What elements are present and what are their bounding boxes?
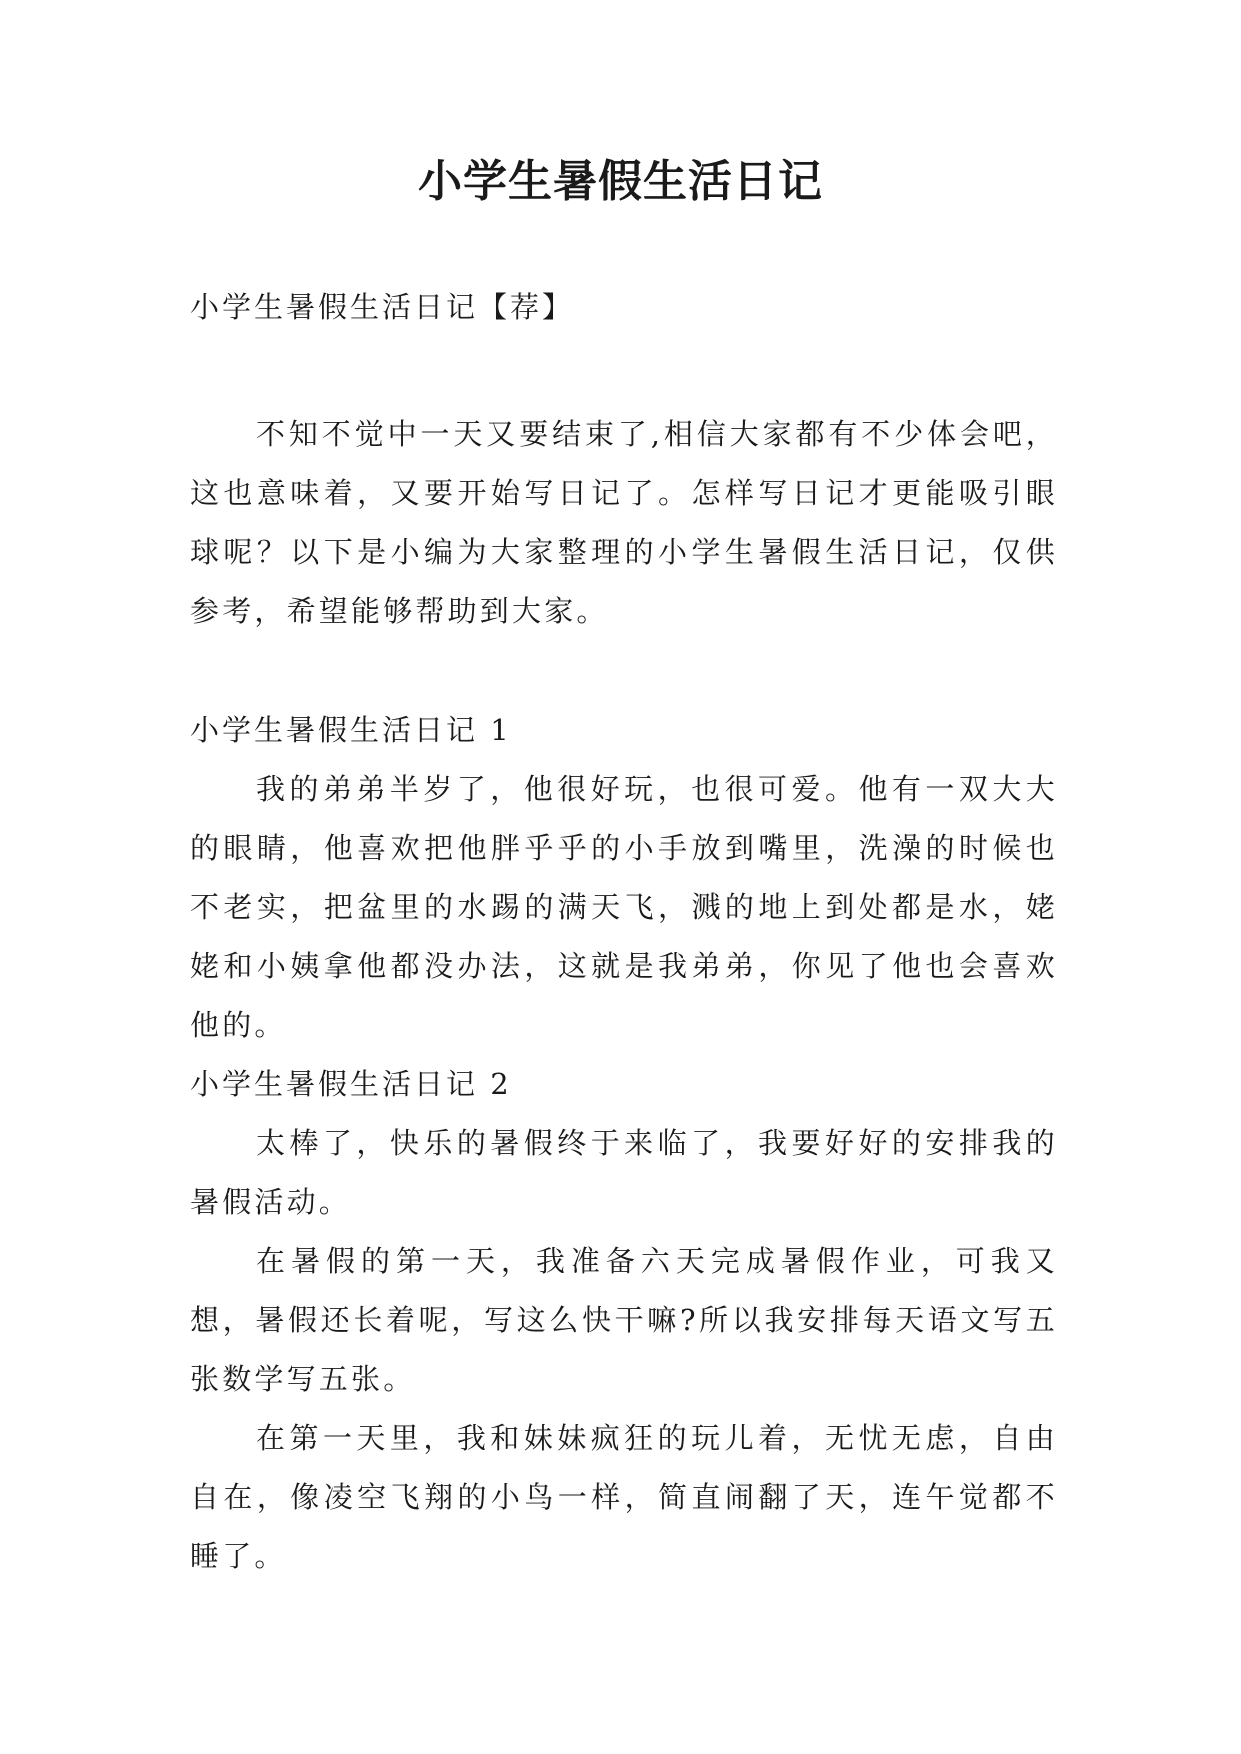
section-1-paragraph-1: 我的弟弟半岁了，他很好玩，也很可爱。他有一双大大的眼睛，他喜欢把他胖乎乎的小手放到嘴里，洗澡的时候也不老实，把盆里的水踢的满天飞，溅的地上到处都是水，姥姥和小姨拿他都没办法，这就是我弟弟，你见了他也会喜欢他的。 — [190, 772, 1058, 1042]
page-title: 小学生暑假生活日记 — [418, 156, 823, 207]
section-2-paragraph-2: 在暑假的第一天，我准备六天完成暑假作业，可我又想，暑假还长着呢，写这么快干嘛?所以我安排每天语文写五张数学写五张。 — [190, 1244, 1058, 1396]
document-subtitle: 小学生暑假生活日记【荐】 — [190, 290, 575, 324]
intro-paragraph: 不知不觉中一天又要结束了,相信大家都有不少体会吧，这也意味着，又要开始写日记了。怎样写日记才更能吸引眼球呢？以下是小编为大家整理的小学生暑假生活日记，仅供参考，希望能够帮助到大家。 — [190, 417, 1058, 628]
section-heading-2: 小学生暑假生活日记 2 — [190, 1067, 512, 1101]
section-2-paragraph-3: 在第一天里，我和妹妹疯狂的玩儿着，无忧无虑，自由自在，像凌空飞翔的小鸟一样，简直闹翻了天，连午觉都不睡了。 — [190, 1421, 1058, 1573]
section-2-paragraph-1: 太棒了，快乐的暑假终于来临了，我要好好的安排我的暑假活动。 — [190, 1126, 1058, 1219]
section-heading-1: 小学生暑假生活日记 1 — [190, 713, 512, 747]
document-body — [190, 287, 1058, 1586]
